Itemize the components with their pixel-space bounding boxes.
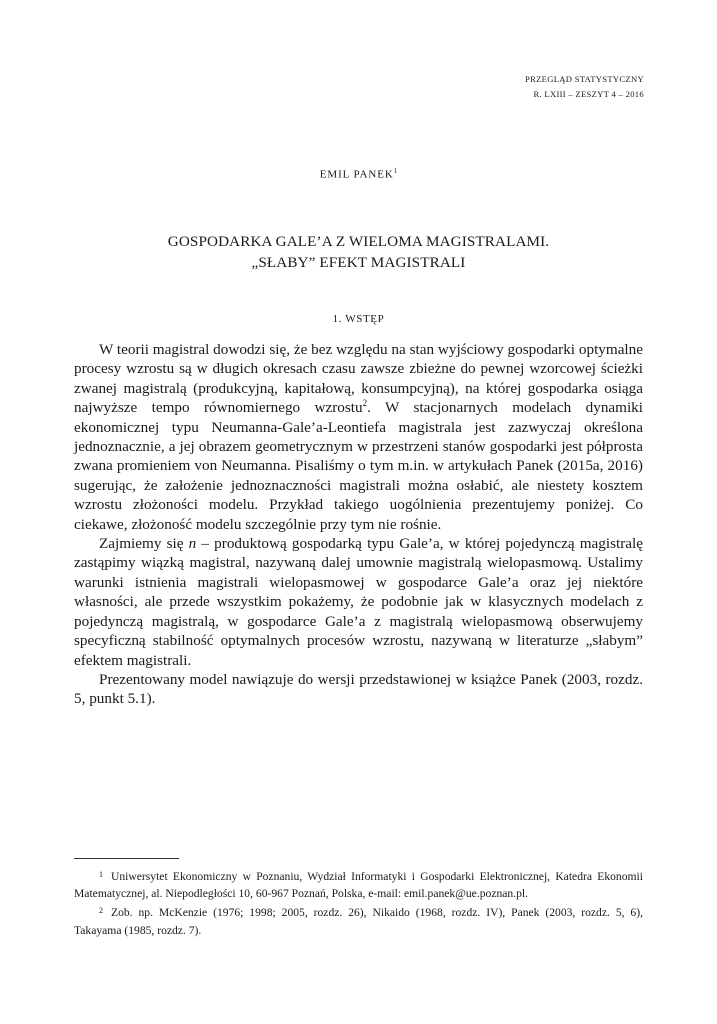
title-line-2: „SŁABY” EFEKT MAGISTRALI	[251, 254, 466, 271]
footnotes	[74, 866, 643, 939]
footnote-1-number: 1	[99, 870, 103, 879]
footnote-1	[74, 866, 643, 902]
footnote-ref-2: 2	[362, 398, 368, 409]
author-name: EMIL PANEK	[319, 168, 394, 181]
author-footnote-mark: 1	[393, 167, 398, 175]
footnote-2	[74, 902, 643, 938]
footnote-2-text: Zob. np. McKenzie (1976; 1998; 2005, rozdz. 26), Nikaido (1968, rozdz. IV), Panek (2003, rozdz. 5, 6), Takayama (1985, rozdz. 7).	[74, 906, 643, 937]
title-line-1: GOSPODARKA GALE’A Z WIELOMA MAGISTRALAMI.	[167, 233, 550, 250]
running-header	[525, 72, 644, 102]
paragraph-3: Prezentowany model nawiązuje do wersji przedstawionej w książce Panek (2003, rozdz. 5, punkt 5.1).	[74, 670, 643, 708]
article-title	[0, 231, 717, 273]
paragraph-2-text-b: – produktową gospodarką typu Gale’a, w której pojedynczą magistralę zastąpimy wiązką magistral, nazywaną dalej umownie magistralą wielopasmową. Ustalimy warunki istnienia magistrali wielopasmowej w gospodarce Gale’a oraz jej niektóre własności, ale przede wszystkim pokażemy, że podobnie jak w klasycznych modelach z pojedynczą magistralą, w gospodarce Gale’a z magistralą wielopasmową obserwujemy specyficzną stabilność optymalnych procesów wzrostu, nazywaną w literaturze „słabym” efektem magistrali.	[74, 535, 643, 669]
journal-name: PRZEGLĄD STATYSTYCZNY	[524, 74, 644, 84]
author-line	[0, 167, 717, 181]
paragraph-1-text-a: W teorii magistral dowodzi się, że bez względu na stan wyjściowy gospodarki optymalne procesy wzrostu są w długich okresach czasu zawsze zbieżne do pewnej wzorcowej ścieżki zwanej magistralą (produkcyjną, kapitałową, konsumpcyjną), na której gospodarka osiąga najwyższe tempo równomiernego wzrostu	[74, 341, 643, 417]
paragraph-2	[74, 534, 643, 670]
article-body	[74, 340, 643, 709]
footnote-1-text: Uniwersytet Ekonomiczny w Poznaniu, Wydział Informatyki i Gospodarki Elektronicznej, Katedra Ekonomii Matematycznej, al. Niepodległości 10, 60-967 Poznań, Polska, e-mail: emil.panek@ue.poznan.pl.	[74, 870, 643, 901]
footnote-2-number: 2	[99, 906, 103, 916]
section-heading: 1. WSTĘP	[332, 313, 385, 325]
footnote-divider	[74, 858, 179, 859]
issue-info: R. LXIII – ZESZYT 4 – 2016	[533, 89, 644, 99]
paragraph-1	[74, 340, 643, 534]
paragraph-1-text-b: . W stacjonarnych modelach dynamiki ekonomicznej typu Neumanna-Gale’a-Leontiefa magistrala jest zazwyczaj określona jednoznacznie, a jej obrazem geometrycznym w przestrzeni stanów gospodarki jest półprosta zwana promieniem von Neumanna. Pisaliśmy o tym m.in. w artykułach Panek (2015a, 2016) sugerując, że założenie jednoznaczności magistrali można osłabić, ale niestety kosztem wzrostu złożoności modelu. Przykład takiego uogólnienia prezentujemy poniżej. Co ciekawe, złożoność modelu szczególnie przy tym nie rośnie.	[74, 399, 643, 533]
paragraph-2-text-a: Zajmiemy się	[99, 535, 189, 553]
variable-n: n	[188, 535, 197, 553]
